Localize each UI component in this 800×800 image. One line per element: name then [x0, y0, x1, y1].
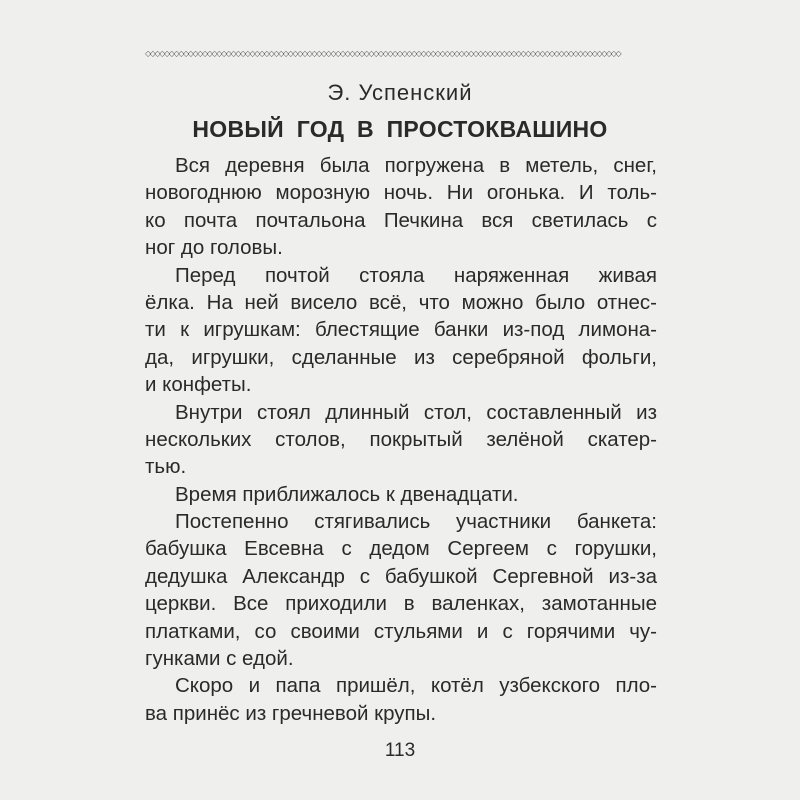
story-body [145, 152, 657, 727]
text-line: да, игрушки, сделанные из серебряной фольги, [145, 345, 657, 369]
text-line: Время приближалось к двенадцати. [175, 482, 519, 506]
text-line: дедушка Александр с бабушкой Сергевной из-за [145, 564, 657, 588]
text-line: ва принёс из гречневой крупы. [145, 701, 437, 725]
text-line: Скоро и папа пришёл, котёл узбекского пло- [175, 674, 657, 698]
text-line: новогоднюю морозную ночь. Ни огонька. И толь- [145, 181, 657, 205]
text-line: ног до головы. [145, 236, 283, 260]
text-line: гунками с едой. [145, 647, 294, 671]
text-line: и конфеты. [145, 373, 252, 397]
text-line: Вся деревня была погружена в метель, снег, [175, 154, 657, 177]
text-line: нескольких столов, покрытый зелёной скатер- [145, 427, 657, 451]
text-line: церкви. Все приходили в валенках, замотанные [145, 592, 657, 616]
text-line: бабушка Евсевна с дедом Сергеем с горушки, [145, 537, 657, 561]
story-title: НОВЫЙ ГОД В ПРОСТОКВАШИНО [192, 116, 608, 142]
text-line: платками, со своими стульями и с горячими чу- [145, 619, 657, 643]
decorative-ornament-rule: ◇◇◇◇◇◇◇◇◇◇◇◇◇◇◇◇◇◇◇◇◇◇◇◇◇◇◇◇◇◇◇◇◇◇◇◇◇◇◇◇◇◇◇◇◇◇◇◇◇◇◇◇◇◇◇◇◇◇◇◇◇◇◇◇◇◇◇◇◇◇◇◇◇◇◇◇◇◇◇◇◇◇◇◇◇◇◇◇◇◇◇◇◇◇◇◇◇◇◇◇ [145, 49, 621, 58]
page-number: 113 [384, 740, 416, 761]
text-line: тью. [145, 455, 187, 479]
text-line: ёлка. На ней висело всё, что можно было отнес- [145, 290, 657, 314]
text-line: ти к игрушкам: блестящие банки из-под лимона- [145, 318, 657, 342]
text-line: Постепенно стягивались участники банкета: [175, 510, 657, 534]
text-line: Внутри стоял длинный стол, составленный из [175, 400, 657, 424]
text-line: ко почта почтальона Печкина вся светилась с [145, 208, 657, 232]
author-name: Э. Успенский [327, 80, 473, 105]
text-line: Перед почтой стояла наряженная живая [175, 263, 657, 287]
